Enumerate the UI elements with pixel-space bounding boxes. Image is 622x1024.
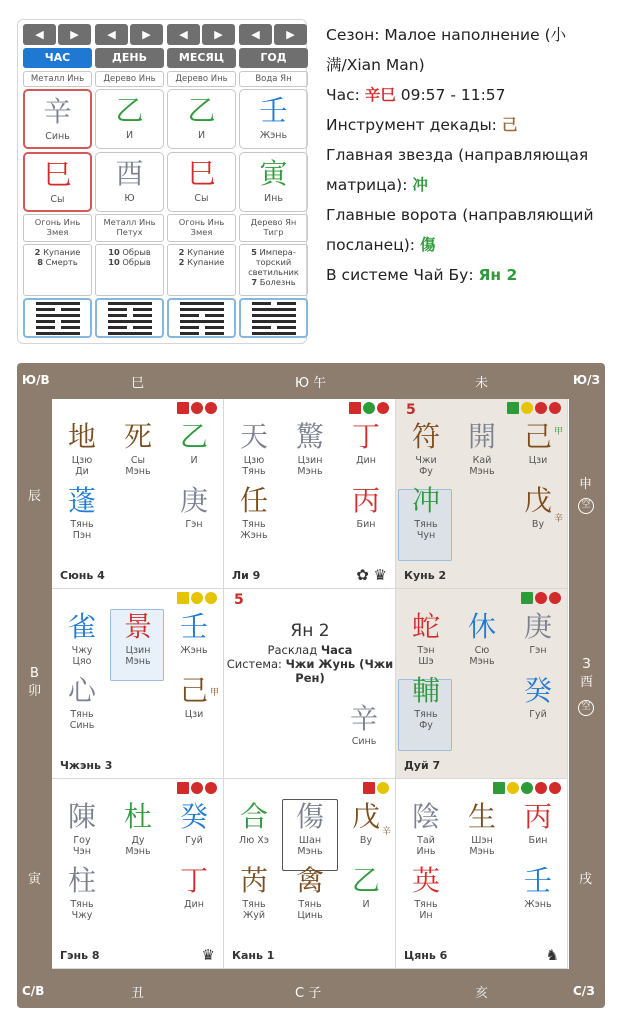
hour-range: 09:57 - 11:57 bbox=[395, 86, 506, 104]
stem-char: 乙 bbox=[115, 94, 144, 127]
status-marker bbox=[177, 402, 189, 414]
palace-7[interactable] bbox=[224, 779, 396, 969]
palace-char: 戊 bbox=[351, 800, 380, 833]
triangle-right-icon[interactable]: ▶ bbox=[202, 24, 235, 45]
star-row: 7 Болезнь bbox=[251, 277, 296, 287]
decade-char: 己 bbox=[501, 116, 518, 134]
status-marker bbox=[177, 592, 189, 604]
palace-name: Дуй 7 bbox=[404, 759, 441, 772]
hexagram-icon[interactable] bbox=[239, 298, 308, 338]
status-markers bbox=[177, 782, 217, 794]
palace-char-label: Тянь Пэн bbox=[70, 519, 94, 541]
hexagram-line bbox=[36, 302, 80, 305]
crown-icon: ♛ bbox=[201, 946, 215, 964]
palace-4[interactable] bbox=[52, 589, 224, 779]
palace-char-label: Чжу Цяо bbox=[71, 645, 93, 667]
palace-char: 乙 bbox=[351, 864, 380, 897]
info-panel bbox=[326, 20, 618, 290]
status-marker bbox=[549, 402, 561, 414]
stem-name: Жэнь bbox=[259, 130, 288, 141]
pillar-hour bbox=[23, 24, 92, 338]
status-marker bbox=[363, 782, 375, 794]
status-marker bbox=[493, 782, 505, 794]
hexagram-icon[interactable] bbox=[167, 298, 236, 338]
stem-box[interactable] bbox=[95, 89, 164, 149]
center-stem-char: 辛 bbox=[349, 702, 378, 735]
status-marker bbox=[349, 402, 361, 414]
status-marker bbox=[205, 592, 217, 604]
star-row: 2 Купание bbox=[178, 247, 225, 257]
palace-char-label: Гэн bbox=[185, 519, 203, 530]
palace-char: 丁 bbox=[351, 420, 380, 453]
gate-line-2 bbox=[326, 230, 618, 260]
branch-box[interactable] bbox=[95, 152, 164, 212]
right-label-3: 戌 bbox=[579, 872, 593, 887]
palace-5[interactable] bbox=[396, 589, 568, 779]
status-markers bbox=[349, 402, 389, 414]
superscript-char: 辛 bbox=[554, 514, 564, 524]
top-label-1: 巳 bbox=[131, 376, 145, 391]
hexagram-line bbox=[108, 326, 152, 329]
triangle-left-icon[interactable]: ◀ bbox=[167, 24, 200, 45]
star-row: 10 Обрыв bbox=[108, 257, 151, 267]
palace-char-label: Кай Мэнь bbox=[469, 455, 495, 477]
branch-char: 寅 bbox=[259, 157, 288, 190]
palace-char-label: Шэн Мэнь bbox=[469, 835, 495, 857]
hour-label: Час: bbox=[326, 86, 365, 104]
branch-name: Инь bbox=[264, 193, 283, 204]
palace-char-label: Цзи bbox=[184, 709, 204, 720]
life-stars bbox=[95, 244, 164, 296]
center-info bbox=[224, 619, 396, 685]
palace-char-label: Цзю Ди bbox=[71, 455, 93, 477]
pillar-nav bbox=[95, 24, 164, 45]
palace-char: 禽 bbox=[295, 864, 324, 897]
hexagram-line bbox=[36, 308, 80, 311]
branch-box[interactable] bbox=[23, 152, 92, 212]
star-row: 10 Обрыв bbox=[108, 247, 151, 257]
hexagram-line bbox=[252, 302, 296, 305]
void-mark-1: 空 bbox=[578, 498, 594, 514]
palace-char: 英 bbox=[411, 864, 440, 897]
status-marker bbox=[363, 402, 375, 414]
palace-char-label: И bbox=[190, 455, 198, 466]
palace-char-label: Тянь Ин bbox=[414, 899, 438, 921]
stem-box[interactable] bbox=[167, 89, 236, 149]
stem-element: Дерево Инь bbox=[167, 71, 236, 87]
stem-element: Металл Инь bbox=[23, 71, 92, 87]
hexagram-line bbox=[180, 314, 224, 317]
palace-name: Чжэнь 3 bbox=[60, 759, 113, 772]
pillar-nav bbox=[239, 24, 308, 45]
stem-char: 辛 bbox=[43, 95, 72, 128]
stem-name: Синь bbox=[45, 131, 70, 142]
palace-name: Ли 9 bbox=[232, 569, 261, 582]
corner-sw: С/В bbox=[22, 984, 45, 998]
hexagram-icon[interactable] bbox=[95, 298, 164, 338]
status-markers bbox=[177, 592, 217, 604]
palace-char: 乙 bbox=[179, 420, 208, 453]
palace-char-label: Жэнь bbox=[180, 645, 208, 656]
star-line bbox=[326, 140, 618, 170]
palace-char-label: Тянь Чжу bbox=[70, 899, 94, 921]
pillar-nav bbox=[167, 24, 236, 45]
status-marker bbox=[205, 782, 217, 794]
palace-char-label: Шан Мэнь bbox=[297, 835, 323, 857]
palace-2[interactable] bbox=[224, 399, 396, 589]
status-marker bbox=[191, 402, 203, 414]
palace-6[interactable] bbox=[52, 779, 224, 969]
palace-3[interactable] bbox=[396, 399, 568, 589]
system-label: В системе Чай Бу: bbox=[326, 266, 479, 284]
palace-char: 死 bbox=[123, 420, 152, 453]
palace-char: 冲 bbox=[411, 484, 440, 517]
stem-name: И bbox=[125, 130, 134, 141]
hexagram-line bbox=[252, 314, 296, 317]
palace-char: 蛇 bbox=[411, 610, 440, 643]
status-marker bbox=[205, 402, 217, 414]
pillar-button[interactable]: ГОД bbox=[239, 48, 308, 68]
triangle-right-icon[interactable]: ▶ bbox=[274, 24, 307, 45]
palace-char-label: Жэнь bbox=[524, 899, 552, 910]
superscript-char: 辛 bbox=[382, 827, 392, 837]
bottom-label-1: 丑 bbox=[131, 986, 145, 1001]
gate-char: 傷 bbox=[419, 236, 436, 254]
branch-box[interactable] bbox=[167, 152, 236, 212]
hexagram-line bbox=[108, 308, 152, 311]
palace-char-label: Ву bbox=[359, 835, 373, 846]
palace-name: Сюнь 4 bbox=[60, 569, 105, 582]
branch-char: 酉 bbox=[115, 157, 144, 190]
stem-element: Вода Ян bbox=[239, 71, 308, 87]
life-stars bbox=[23, 244, 92, 296]
bottom-label-2: С 子 bbox=[295, 986, 322, 1001]
right-label-2: З 酉 bbox=[580, 657, 594, 690]
palace-char: 景 bbox=[123, 610, 152, 643]
palace-char-label: Бин bbox=[356, 519, 376, 530]
palace-char: 合 bbox=[239, 800, 268, 833]
status-markers bbox=[363, 782, 389, 794]
triangle-right-icon[interactable]: ▶ bbox=[130, 24, 163, 45]
star-row: 8 Смерть bbox=[37, 257, 78, 267]
center-palace[interactable] bbox=[224, 589, 396, 779]
branch-name: Сы bbox=[194, 193, 209, 204]
palace-char: 心 bbox=[67, 674, 96, 707]
palace-char-label: Тянь Цинь bbox=[297, 899, 323, 921]
palace-char: 己 bbox=[179, 674, 208, 707]
triangle-left-icon[interactable]: ◀ bbox=[95, 24, 128, 45]
palace-char: 開 bbox=[467, 420, 496, 453]
gate-label: Главные ворота (направляющий bbox=[326, 206, 594, 224]
status-marker bbox=[521, 782, 533, 794]
star-row: 2 Купание bbox=[34, 247, 81, 257]
status-marker bbox=[549, 592, 561, 604]
palace-char-label: Ду Мэнь bbox=[125, 835, 151, 857]
pillar-day bbox=[95, 24, 164, 338]
palace-char: 驚 bbox=[295, 420, 324, 453]
triangle-right-icon[interactable]: ▶ bbox=[58, 24, 91, 45]
branch-element: Дерево Ян Тигр bbox=[239, 214, 308, 242]
center-title: Ян 2 bbox=[290, 621, 330, 641]
decade-label: Инструмент декады: bbox=[326, 116, 502, 134]
status-marker bbox=[377, 782, 389, 794]
pillar-nav bbox=[23, 24, 92, 45]
palace-char: 天 bbox=[239, 420, 268, 453]
palace-char-label: Гоу Чэн bbox=[73, 835, 91, 857]
pillars-panel bbox=[17, 19, 307, 344]
palace-char: 符 bbox=[411, 420, 440, 453]
gate-label-2: посланец): bbox=[326, 236, 420, 254]
palace-char-label: Лю Хэ bbox=[239, 835, 269, 846]
palace-name: Гэнь 8 bbox=[60, 949, 100, 962]
palace-char-label: Тэн Шэ bbox=[417, 645, 435, 667]
star-row: 5 Импера- торский светильник bbox=[248, 247, 299, 277]
palace-char: 壬 bbox=[523, 864, 552, 897]
superscript-char: 甲 bbox=[554, 427, 564, 437]
palace-char-label: Тянь Фу bbox=[414, 709, 438, 731]
palace-char-label: Цзин Мэнь bbox=[297, 455, 323, 477]
status-markers bbox=[493, 782, 561, 794]
hexagram-line bbox=[108, 302, 152, 305]
season-label: Сезон: Малое наполнение (小 bbox=[326, 26, 567, 44]
palace-char: 芮 bbox=[239, 864, 268, 897]
palace-char-label: Тянь Жуй bbox=[242, 899, 266, 921]
palace-char: 輔 bbox=[411, 674, 440, 707]
palace-char-label: Дин bbox=[356, 455, 376, 466]
hexagram-line bbox=[252, 332, 296, 335]
palace-char: 丁 bbox=[179, 864, 208, 897]
palace-char-label: Тай Инь bbox=[416, 835, 436, 857]
branch-char: 巳 bbox=[187, 157, 216, 190]
hexagram-icon[interactable] bbox=[23, 298, 92, 338]
life-stars bbox=[239, 244, 308, 296]
hexagram-line bbox=[36, 320, 80, 323]
star-label: Главная звезда (направляющая bbox=[326, 146, 589, 164]
palace-char: 傷 bbox=[295, 800, 324, 833]
palace-name: Кунь 2 bbox=[404, 569, 447, 582]
palace-char-label: Гэн bbox=[529, 645, 547, 656]
stem-box[interactable] bbox=[239, 89, 308, 149]
triangle-left-icon[interactable]: ◀ bbox=[239, 24, 272, 45]
system-value: Ян 2 bbox=[478, 266, 518, 284]
center-line1: Расклад Часа bbox=[267, 643, 353, 657]
pillar-button[interactable]: МЕСЯЦ bbox=[167, 48, 236, 68]
palace-grid bbox=[52, 399, 569, 969]
palace-name: Кань 1 bbox=[232, 949, 275, 962]
palace-char: 休 bbox=[467, 610, 496, 643]
hexagram-line bbox=[36, 314, 80, 317]
palace-char-label: Дин bbox=[184, 899, 204, 910]
system-line bbox=[326, 260, 618, 290]
top-label-2: Ю 午 bbox=[295, 376, 327, 391]
hexagram-line bbox=[108, 320, 152, 323]
corner-se: С/З bbox=[573, 984, 595, 998]
palace-number: 5 bbox=[406, 402, 416, 418]
palace-char: 己 bbox=[523, 420, 552, 453]
star-row: 2 Купание bbox=[178, 257, 225, 267]
star-label-2: матрица): bbox=[326, 176, 413, 194]
season-line-2 bbox=[326, 50, 618, 80]
star-char: 冲 bbox=[412, 176, 428, 194]
palace-char: 壬 bbox=[179, 610, 208, 643]
branch-box[interactable] bbox=[239, 152, 308, 212]
palace-char-label: И bbox=[362, 899, 370, 910]
status-marker bbox=[191, 592, 203, 604]
status-marker bbox=[535, 402, 547, 414]
hexagram-line bbox=[108, 332, 152, 335]
hexagram-line bbox=[36, 332, 80, 335]
hexagram-line bbox=[180, 320, 224, 323]
palace-char-label: Бин bbox=[528, 835, 548, 846]
palace-char: 戊 bbox=[523, 484, 552, 517]
palace-char-label: Цзи bbox=[528, 455, 548, 466]
hexagram-line bbox=[252, 326, 296, 329]
palace-char: 生 bbox=[467, 800, 496, 833]
stem-element: Дерево Инь bbox=[95, 71, 164, 87]
star-line-2 bbox=[326, 170, 618, 200]
center-line3: Рен) bbox=[295, 671, 325, 685]
horse-icon: ♞ bbox=[545, 946, 559, 964]
hexagram-line bbox=[180, 326, 224, 329]
hour-line bbox=[326, 80, 618, 110]
palace-char: 雀 bbox=[67, 610, 96, 643]
palace-char-label: Цзю Тянь bbox=[242, 455, 266, 477]
palace-char: 癸 bbox=[523, 674, 552, 707]
branch-name: Ю bbox=[124, 193, 135, 204]
triangle-left-icon[interactable]: ◀ bbox=[23, 24, 56, 45]
palace-char-label: Чжи Фу bbox=[415, 455, 437, 477]
palace-char-label: Тянь Чун bbox=[414, 519, 438, 541]
palace-char: 丙 bbox=[523, 800, 552, 833]
hexagram-line bbox=[180, 308, 224, 311]
stem-name: И bbox=[197, 130, 206, 141]
left-label-3: 寅 bbox=[28, 872, 42, 887]
palace-char: 任 bbox=[239, 484, 268, 517]
qimen-chart bbox=[17, 363, 605, 1008]
superscript-char: 甲 bbox=[210, 688, 220, 698]
center-line2: Система: Чжи Жунь (Чжи bbox=[226, 657, 394, 671]
pillar-year bbox=[239, 24, 308, 338]
status-marker bbox=[535, 592, 547, 604]
palace-char-label: Тянь Синь bbox=[69, 709, 95, 731]
palace-char: 杜 bbox=[123, 800, 152, 833]
palace-char-label: Гуй bbox=[529, 709, 547, 720]
right-label-1: 申 bbox=[579, 477, 593, 492]
palace-char-label: Гуй bbox=[185, 835, 203, 846]
stem-char: 乙 bbox=[187, 94, 216, 127]
hexagram-line bbox=[36, 326, 80, 329]
palace-char: 蓬 bbox=[67, 484, 96, 517]
status-marker bbox=[521, 402, 533, 414]
center-stem-name: Синь bbox=[351, 736, 377, 747]
left-label-2: В 卯 bbox=[28, 666, 42, 699]
pillar-month bbox=[167, 24, 236, 338]
void-mark-2: 空 bbox=[578, 700, 594, 716]
status-marker bbox=[507, 402, 519, 414]
corner-nw: Ю/В bbox=[22, 373, 50, 387]
branch-element: Металл Инь Петух bbox=[95, 214, 164, 242]
palace-char-label: Сы Мэнь bbox=[125, 455, 151, 477]
status-marker bbox=[191, 782, 203, 794]
palace-char-label: Сю Мэнь bbox=[469, 645, 495, 667]
palace-char: 陰 bbox=[411, 800, 440, 833]
hexagram-line bbox=[252, 320, 296, 323]
palace-8[interactable] bbox=[396, 779, 568, 969]
left-label-1: 辰 bbox=[28, 489, 42, 504]
branch-element: Огонь Инь Змея bbox=[167, 214, 236, 242]
palace-char: 柱 bbox=[67, 864, 96, 897]
pillar-button[interactable]: ЧАС bbox=[23, 48, 92, 68]
palace-char: 地 bbox=[67, 420, 96, 453]
status-marker bbox=[535, 782, 547, 794]
stem-box[interactable] bbox=[23, 89, 92, 149]
hour-chars: 辛巳 bbox=[364, 86, 396, 104]
center-number: 5 bbox=[234, 592, 244, 608]
status-marker bbox=[521, 592, 533, 604]
pillar-button[interactable]: ДЕНЬ bbox=[95, 48, 164, 68]
status-marker bbox=[377, 402, 389, 414]
flower-icon: ✿ ♛ bbox=[356, 566, 387, 584]
palace-name: Цянь 6 bbox=[404, 949, 448, 962]
status-markers bbox=[177, 402, 217, 414]
hexagram-line bbox=[108, 314, 152, 317]
hexagram-line bbox=[180, 302, 224, 305]
palace-char: 庚 bbox=[179, 484, 208, 517]
season-line bbox=[326, 20, 618, 50]
status-marker bbox=[177, 782, 189, 794]
palace-char-label: Цзин Мэнь bbox=[125, 645, 151, 667]
top-label-3: 未 bbox=[475, 376, 489, 391]
palace-char-label: Тянь Жэнь bbox=[240, 519, 268, 541]
bottom-label-3: 亥 bbox=[475, 986, 489, 1001]
branch-name: Сы bbox=[50, 194, 65, 205]
palace-char: 陳 bbox=[67, 800, 96, 833]
stem-char: 壬 bbox=[259, 94, 288, 127]
status-marker bbox=[507, 782, 519, 794]
decade-line bbox=[326, 110, 618, 140]
status-markers bbox=[507, 402, 561, 414]
season-tail: 满/Xian Man) bbox=[326, 56, 425, 74]
palace-char-label: Ву bbox=[531, 519, 545, 530]
branch-element: Огонь Инь Змея bbox=[23, 214, 92, 242]
palace-char: 丙 bbox=[351, 484, 380, 517]
branch-char: 巳 bbox=[43, 158, 72, 191]
life-stars bbox=[167, 244, 236, 296]
palace-char: 庚 bbox=[523, 610, 552, 643]
hexagram-line bbox=[252, 308, 296, 311]
gate-line bbox=[326, 200, 618, 230]
status-marker bbox=[549, 782, 561, 794]
corner-ne: Ю/З bbox=[573, 373, 600, 387]
palace-char: 癸 bbox=[179, 800, 208, 833]
palace-1[interactable] bbox=[52, 399, 224, 589]
status-markers bbox=[521, 592, 561, 604]
hexagram-line bbox=[180, 332, 224, 335]
